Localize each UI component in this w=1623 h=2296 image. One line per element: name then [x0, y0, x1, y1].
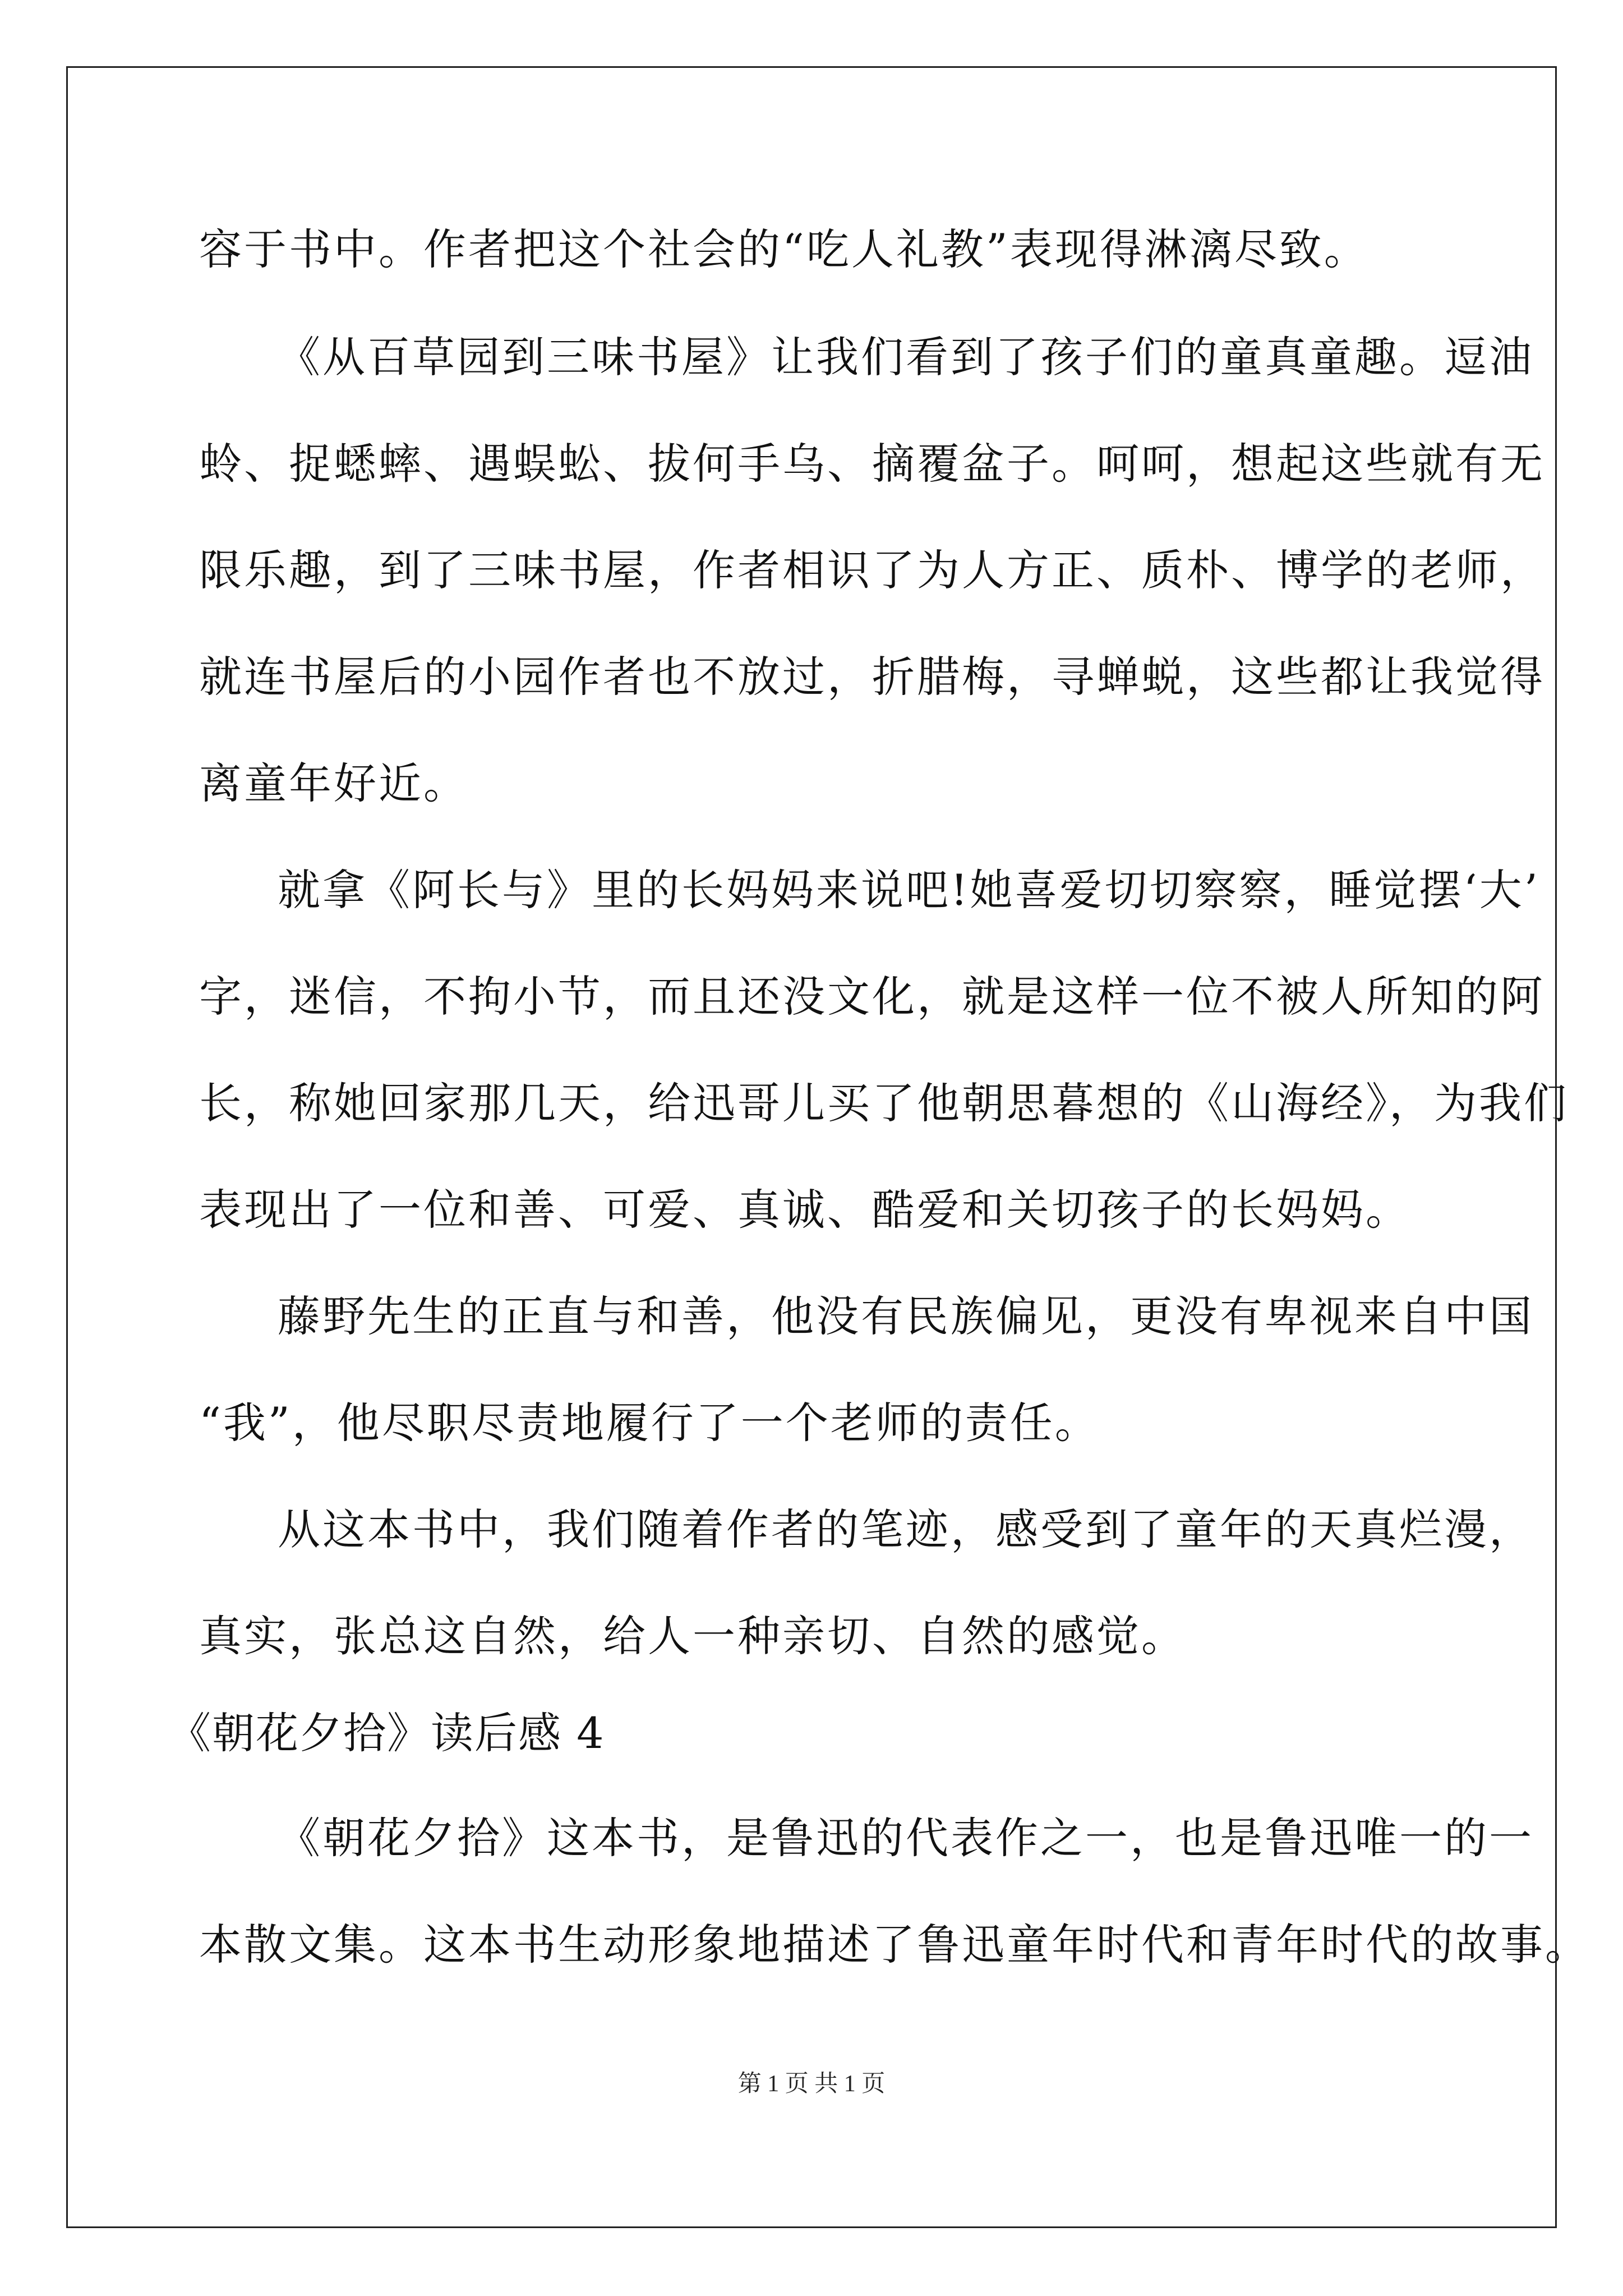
text-line: 表现出了一位和善、可爱、真诚、酷爱和关切孩子的长妈妈。 — [199, 1185, 1410, 1235]
paragraph-start: 从这本书中，我们随着作者的笔迹，感受到了童年的天真烂漫， — [278, 1504, 1534, 1554]
paragraph-start: 就拿《阿长与》里的长妈妈来说吧!她喜爱切切察察，睡觉摆‘大’ — [278, 865, 1540, 915]
text-line: 蛉、捉蟋蟀、遇蜈蚣、拔何手乌、摘覆盆子。呵呵，想起这些就有无 — [199, 439, 1545, 489]
page-border — [66, 66, 1557, 2228]
text-line: 本散文集。这本书生动形象地描述了鲁迅童年时代和青年时代的故事。 — [199, 1920, 1590, 1970]
text-line: 长，称她回家那几天，给迅哥儿买了他朝思暮想的《山海经》，为我们 — [199, 1078, 1569, 1128]
paragraph-start: 藤野先生的正直与和善，他没有民族偏见，更没有卑视来自中国 — [278, 1291, 1534, 1341]
page-footer: 第 1 页 共 1 页 — [737, 2071, 886, 2097]
text-line: 字，迷信，不拘小节，而且还没文化，就是这样一位不被人所知的阿 — [199, 972, 1545, 1022]
text-line: 限乐趣，到了三味书屋，作者相识了为人方正、质朴、博学的老师， — [199, 545, 1545, 595]
text-line: 容于书中。作者把这个社会的“吃人礼教”表现得淋漓尽致。 — [199, 224, 1369, 274]
text-line: “我”，他尽职尽责地履行了一个老师的责任。 — [199, 1398, 1100, 1448]
paragraph-start: 《朝花夕拾》这本书，是鲁迅的代表作之一，也是鲁迅唯一的一 — [278, 1813, 1534, 1863]
text-line: 就连书屋后的小园作者也不放过，折腊梅，寻蝉蜕，这些都让我觉得 — [199, 652, 1545, 702]
text-line: 真实，张总这自然，给人一种亲切、自然的感觉。 — [199, 1611, 1186, 1661]
section-heading: 《朝花夕拾》读后感 4 — [168, 1708, 605, 1758]
paragraph-start: 《从百草园到三味书屋》让我们看到了孩子们的童真童趣。逗油 — [278, 332, 1534, 382]
text-line: 离童年好近。 — [199, 758, 468, 808]
